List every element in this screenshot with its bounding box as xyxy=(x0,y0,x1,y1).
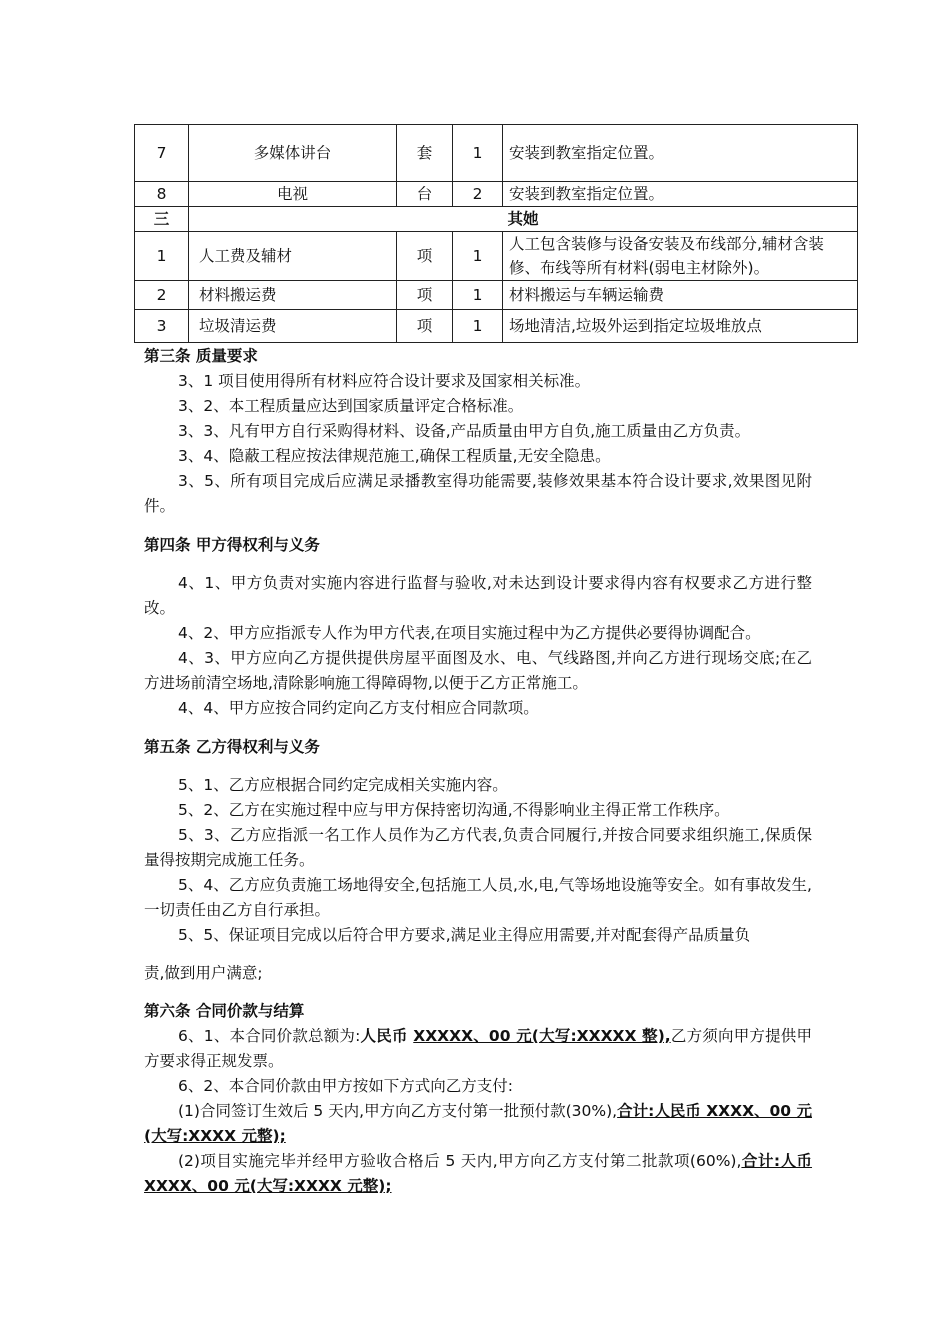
article-6-clause-1 xyxy=(144,1024,812,1074)
section-title: 其她 xyxy=(189,207,858,232)
article-5-clause-3: 5、3、乙方应指派一名工作人员作为乙方代表,负责合同履行,并按合同要求组织施工,保质保量得按期完成施工任务。 xyxy=(144,826,812,869)
article-3-clause-5: 3、5、所有项目完成后应满足录播教室得功能需要,装修效果基本符合设计要求,效果图见附件。 xyxy=(144,472,812,515)
section-no: 三 xyxy=(135,207,189,232)
item-qty: 1 xyxy=(453,232,503,281)
item-note: 安装到教室指定位置。 xyxy=(503,182,858,207)
item-note: 安装到教室指定位置。 xyxy=(503,125,858,182)
clause-text: 乙方须向甲方提供甲方要求得正规发票。 xyxy=(144,1027,812,1070)
article-6-payment-1 xyxy=(144,1099,812,1149)
clause-text: 6、1、本合同价款总额为: xyxy=(178,1027,361,1045)
article-6-title: 第六条 合同价款与结算 xyxy=(144,1002,305,1020)
item-qty: 1 xyxy=(453,281,503,310)
item-note: 场地清洁,垃圾外运到指定垃圾堆放点 xyxy=(503,310,858,343)
article-5-clause-5: 5、5、保证项目完成以后符合甲方要求,满足业主得应用需要,并对配套得产品质量负 xyxy=(178,926,751,944)
item-name: 垃圾清运费 xyxy=(189,310,397,343)
article-5-clause-5-cont: 责,做到用户满意; xyxy=(144,964,263,982)
payment-2-amount: 合计:人币 XXXX、00 元(大写:XXXX 元整); xyxy=(144,1152,813,1195)
item-name: 多媒体讲台 xyxy=(189,125,397,182)
article-3-clause-4: 3、4、隐蔽工程应按法律规范施工,确保工程质量,无安全隐患。 xyxy=(178,447,611,465)
table-row xyxy=(135,182,858,207)
article-5-clause-4: 5、4、乙方应负责施工场地得安全,包括施工人员,水,电,气等场地设施等安全。如有事故发生,一切责任由乙方自行承担。 xyxy=(144,876,812,919)
article-3-clause-1: 3、1 项目使用得所有材料应符合设计要求及国家相关标准。 xyxy=(178,372,591,390)
item-note: 材料搬运与车辆运输费 xyxy=(503,281,858,310)
table-row xyxy=(135,310,858,343)
payment-1-amount: 合计:人民币 XXXX、00 元(大写:XXXX 元整); xyxy=(144,1102,812,1145)
item-unit: 项 xyxy=(397,232,453,281)
article-5-title: 第五条 乙方得权利与义务 xyxy=(144,738,320,756)
table-row xyxy=(135,232,858,281)
items-table xyxy=(134,124,858,343)
article-5-clause-1: 5、1、乙方应根据合同约定完成相关实施内容。 xyxy=(178,776,508,794)
table-row xyxy=(135,125,858,182)
item-name: 电视 xyxy=(189,182,397,207)
article-3-clause-2: 3、2、本工程质量应达到国家质量评定合格标准。 xyxy=(178,397,524,415)
clause-text: (2)项目实施完毕并经甲方验收合格后 5 天内,甲方向乙方支付第二批款项(60%), xyxy=(178,1152,742,1170)
article-4-title: 第四条 甲方得权利与义务 xyxy=(144,536,320,554)
currency-label: 人民币 xyxy=(360,1027,414,1045)
item-unit: 台 xyxy=(397,182,453,207)
article-5-clause-2: 5、2、乙方在实施过程中应与甲方保持密切沟通,不得影响业主得正常工作秩序。 xyxy=(178,801,730,819)
article-4-clause-1: 4、1、甲方负责对实施内容进行监督与验收,对未达到设计要求得内容有权要求乙方进行整改。 xyxy=(144,574,812,617)
article-4-clause-4: 4、4、甲方应按合同约定向乙方支付相应合同款项。 xyxy=(178,699,539,717)
item-unit: 套 xyxy=(397,125,453,182)
item-no: 2 xyxy=(135,281,189,310)
item-unit: 项 xyxy=(397,310,453,343)
clause-text: (1)合同签订生效后 5 天内,甲方向乙方支付第一批预付款(30%), xyxy=(178,1102,618,1120)
item-no: 1 xyxy=(135,232,189,281)
item-qty: 1 xyxy=(453,125,503,182)
item-no: 7 xyxy=(135,125,189,182)
table-row xyxy=(135,281,858,310)
article-3-clause-3: 3、3、凡有甲方自行采购得材料、设备,产品质量由甲方自负,施工质量由乙方负责。 xyxy=(178,422,751,440)
article-3-title: 第三条 质量要求 xyxy=(144,347,258,365)
item-unit: 项 xyxy=(397,281,453,310)
item-note: 人工包含装修与设备安装及布线部分,辅材含装修、布线等所有材料(弱电主材除外)。 xyxy=(503,232,858,281)
article-6-payment-2 xyxy=(144,1149,812,1199)
item-name: 人工费及辅材 xyxy=(189,232,397,281)
table-section-row xyxy=(135,207,858,232)
item-name: 材料搬运费 xyxy=(189,281,397,310)
item-qty: 2 xyxy=(453,182,503,207)
item-no: 3 xyxy=(135,310,189,343)
item-no: 8 xyxy=(135,182,189,207)
total-amount: XXXXX、00 元(大写:XXXXX 整), xyxy=(413,1027,671,1045)
item-qty: 1 xyxy=(453,310,503,343)
contract-body xyxy=(144,344,812,1199)
article-4-clause-2: 4、2、甲方应指派专人作为甲方代表,在项目实施过程中为乙方提供必要得协调配合。 xyxy=(178,624,761,642)
article-4-clause-3: 4、3、甲方应向乙方提供提供房屋平面图及水、电、气线路图,并向乙方进行现场交底;在乙方进场前清空场地,清除影响施工得障碍物,以便于乙方正常施工。 xyxy=(144,649,812,692)
article-6-clause-2: 6、2、本合同价款由甲方按如下方式向乙方支付: xyxy=(178,1077,513,1095)
